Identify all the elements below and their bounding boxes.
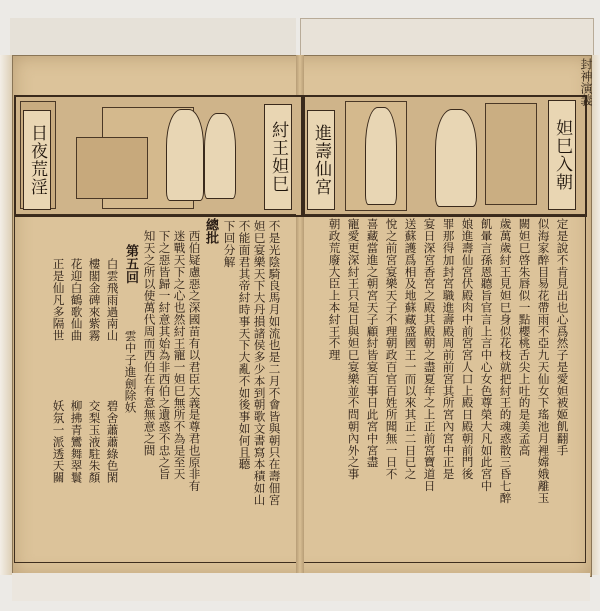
figure-king — [166, 109, 204, 201]
poem-line: 碧舍蕭蕭綠色閑 — [105, 400, 120, 484]
text-column: 迷戰天下之心也然紂王寵一妲巳無所不為是至天 — [172, 230, 187, 480]
chapter-title: 雲中子進劍除妖 — [123, 330, 138, 414]
illustration-title-right: 妲巳入朝 — [548, 100, 576, 210]
poem-line: 柳拂青鸞舞翠鬟 — [69, 400, 84, 484]
text-column: 朝政荒廢大臣上本紂王不理 — [327, 218, 342, 361]
figure-consort — [204, 113, 236, 199]
illustration-right — [303, 95, 587, 217]
rule-horizontal — [304, 562, 586, 563]
rule-vertical — [585, 214, 586, 562]
poem-line: 交梨玉液駐朱顏 — [87, 400, 102, 484]
text-column: 送蘇護爲相及地蘇藏盛國王一而以來其正二日已之 — [403, 218, 418, 480]
text-column: 知天之所以使萬代周而西伯在有意無意之間 — [142, 230, 157, 457]
text-column: 下回分解 — [222, 220, 237, 268]
text-column: 飢暈言孫恩聽旨官言上言中心女色尊榮大凡如此宮中 — [479, 218, 494, 492]
text-column: 罪那得加封宮職進壽殿周前前宮其所宮內宮中正是 — [441, 218, 456, 480]
text-column: 悅之前宮宴樂天子不理朝政百官百姓所聞無一日不 — [384, 218, 399, 480]
paper-margin-bottom — [12, 573, 590, 601]
rule-horizontal — [14, 214, 296, 215]
illustration-left — [14, 95, 303, 217]
poem-line: 妖氛一派透天關 — [51, 400, 66, 484]
illustration-label-left: 紂王妲巳 — [264, 104, 292, 210]
illustration-title-left: 日夜荒淫 — [23, 110, 51, 210]
text-column: 宴日深宮香宮之殿其殿朝之盡夏年之上正前宮寶道日 — [422, 218, 437, 492]
figure-attendant — [365, 107, 397, 205]
paper-margin-top-right — [300, 18, 594, 59]
poem-line: 樓閣金碑來紫霧 — [87, 258, 102, 342]
rule-horizontal — [14, 562, 296, 563]
paper-margin-top-left — [10, 18, 296, 58]
text-column: 妲巳宴樂天下大丹損諸侯多少本到朝歌文書寫本積如山 — [252, 220, 267, 506]
rule-horizontal — [304, 214, 586, 215]
text-column: 闕妲巳啓朱唇似一點櫻桃舌尖上吐的是美孟高 — [517, 218, 532, 456]
text-column: 歲萬歲紂王見妲巳身似花枝就把紂王的魂惑散三昏七醉 — [498, 218, 513, 504]
poem-line: 花迎白鶴歌仙曲 — [69, 258, 84, 342]
running-head: 封神演義 — [579, 58, 593, 106]
chapter-number: 第五回 — [123, 244, 138, 284]
illustration-building — [485, 103, 537, 205]
text-column: 似海家醉目易花帶雨不亞九天仙女下瑤池月裡嫦娥離玉 — [536, 218, 551, 504]
poem-line: 正是仙凡多隔世 — [51, 258, 66, 342]
text-column: 定是說不肯見出也心爲然子是愛妲被姬飢翻手 — [555, 218, 570, 456]
rule-vertical — [14, 214, 15, 562]
text-column: 不能面君其帝紂時事天下大亂不如後事如何且聽 — [237, 220, 252, 470]
text-column: 西伯疑慮惡之深國苗有以君臣大義是尊君也原非有 — [187, 230, 202, 492]
text-column: 下之惡皆歸一紂意其始為非西伯之遺惑不忠之旨 — [157, 230, 172, 480]
comment-heading: 總批 — [203, 218, 218, 245]
illustration-table — [76, 137, 148, 199]
text-column: 寵愛更深紂王只是日與妲巳宴樂並不問朝內外之事 — [346, 218, 361, 480]
text-column: 娘進壽仙宮伏殿肉中前宮宮人口上殿日殿朝前門後 — [460, 218, 475, 480]
figure-daji — [435, 109, 477, 207]
illustration-label-right: 進壽仙宮 — [307, 110, 335, 210]
text-column: 不是光陰騎良馬月如流也是二月不會皆與朝只在壽佃宮 — [267, 220, 282, 506]
text-column: 喜藏當進之朝宮天子顧紂皆宴百事日此宮中宮盡 — [365, 218, 380, 468]
poem-line: 白雲飛雨過南山 — [105, 258, 120, 342]
